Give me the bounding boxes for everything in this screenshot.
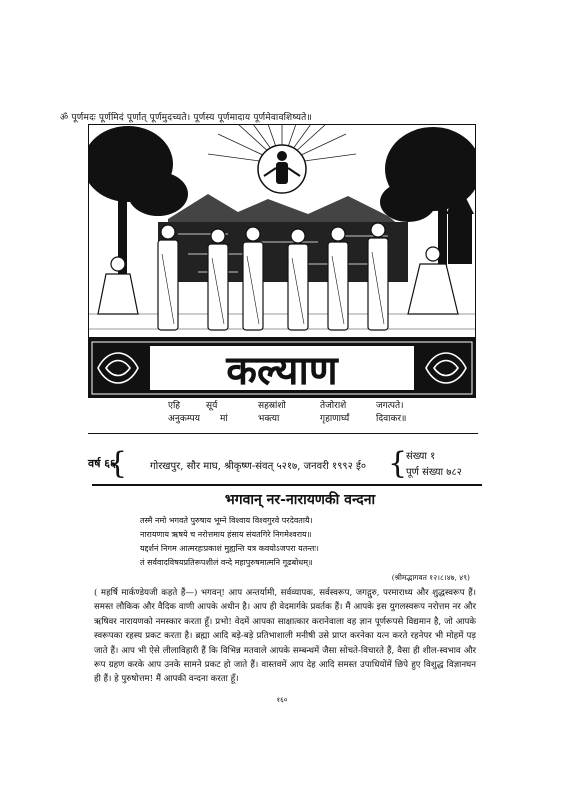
- shanti-mantra: ॐ पूर्णमदः पूर्णमिदं पूर्णात् पूर्णमुदच्यते। पूर्णस्य पूर्णमादाय पूर्णमेवावशिष्यते॥: [60, 113, 313, 123]
- mantra-line-2: अनुकम्पय मां भक्त्या गृहाणार्घ्यं दिवाकर॥: [168, 414, 407, 424]
- issue-number: संख्या १: [406, 451, 436, 462]
- varsh-label: वर्ष ६६: [88, 457, 116, 470]
- verse-line: नारायणाय ऋषये च नरोत्तमाय हंसाय संयतगिरे निगमेश्वराय॥: [140, 530, 312, 539]
- place-date: गोरखपुर, सौर माघ, श्रीकृष्ण-संवत् ५२१७, जनवरी १९९२ ई०: [150, 461, 367, 472]
- divider-rule: [88, 433, 478, 434]
- verse-source: (श्रीमद्भागवत १२।८।४७, ४९): [391, 573, 470, 582]
- total-issue-number: पूर्ण संख्या ७८२: [406, 467, 462, 478]
- verse-line: यद्दर्शनं निगम आत्मरहःप्रकाशं मुह्यन्ति यत्र कवयोऽजपरा यतन्तः।: [140, 544, 319, 553]
- masthead-title: कल्याण: [226, 348, 338, 394]
- invocation-verses: [140, 514, 470, 570]
- verse-line: तं सर्ववादविषयप्रतिरूपशीलं वन्दे महापुरुषमात्मनि गूढबोधम्॥: [140, 558, 313, 567]
- invocation-title: भगवान् नर-नारायणकी वन्दना: [224, 492, 376, 508]
- issue-line: [88, 446, 488, 481]
- page-number: १६०: [276, 696, 288, 704]
- sun-mantra: [168, 400, 468, 426]
- brace-right: {: [388, 446, 408, 481]
- cover-illustration: [88, 124, 476, 338]
- divider-rule-thick: [92, 484, 482, 486]
- brace-left: {: [108, 446, 128, 481]
- verse-line: तस्मै नमो भगवते पुरुषाय भूम्ने विश्वाय विश्वगुरवे परदेवतायै।: [140, 516, 313, 525]
- invocation-prose: ( महर्षि मार्कण्डेयजी कहते हैं—) भगवन्! आप अन्तर्यामी, सर्वव्यापक, सर्वस्वरूप, जगद्गुरु, परमाराध्य और शुद्धस्वरूप हैं। समस्त लौकिक और वैदिक वाणी आपके अधीन है। आप ही वेदमार्गके प्रवर्तक हैं। मैं आपके इस युगलस्वरूप नरोत्तम नर और ऋषिवर नारायणको नमस्कार करता हूँ। प्रभो! वेदमें आपका साक्षात्कार करानेवाला वह ज्ञान पूर्णरूपसे विद्यमान है, जो आपके स्वरूपका रहस्य प्रकट करता है। ब्रह्मा आदि बड़े-बड़े प्रतिभाशाली मनीषी उसे प्राप्त करनेका यत्न करते रहनेपर भी मोहमें पड़ जाते हैं। आप भी ऐसे लीलाविहारी हैं कि विभिन्न मतवाले आपके सम्बन्धमें जैसा सोचते-विचारते हैं, वैसा ही शील-स्वभाव और रूप ग्रहण करके आप उनके सामने प्रकट हो जाते हैं। वास्तवमें आप देह आदि समस्त उपाधियोंमें छिपे हुए विशुद्ध विज्ञानघन ही हैं। हे पुरुषोत्तम! मैं आपकी वन्दना करता हूँ।: [94, 588, 476, 685]
- masthead-banner: [88, 338, 476, 398]
- mantra-line-1: एहि सूर्य सहस्रांशो तेजोराशे जगत्पते।: [168, 401, 404, 411]
